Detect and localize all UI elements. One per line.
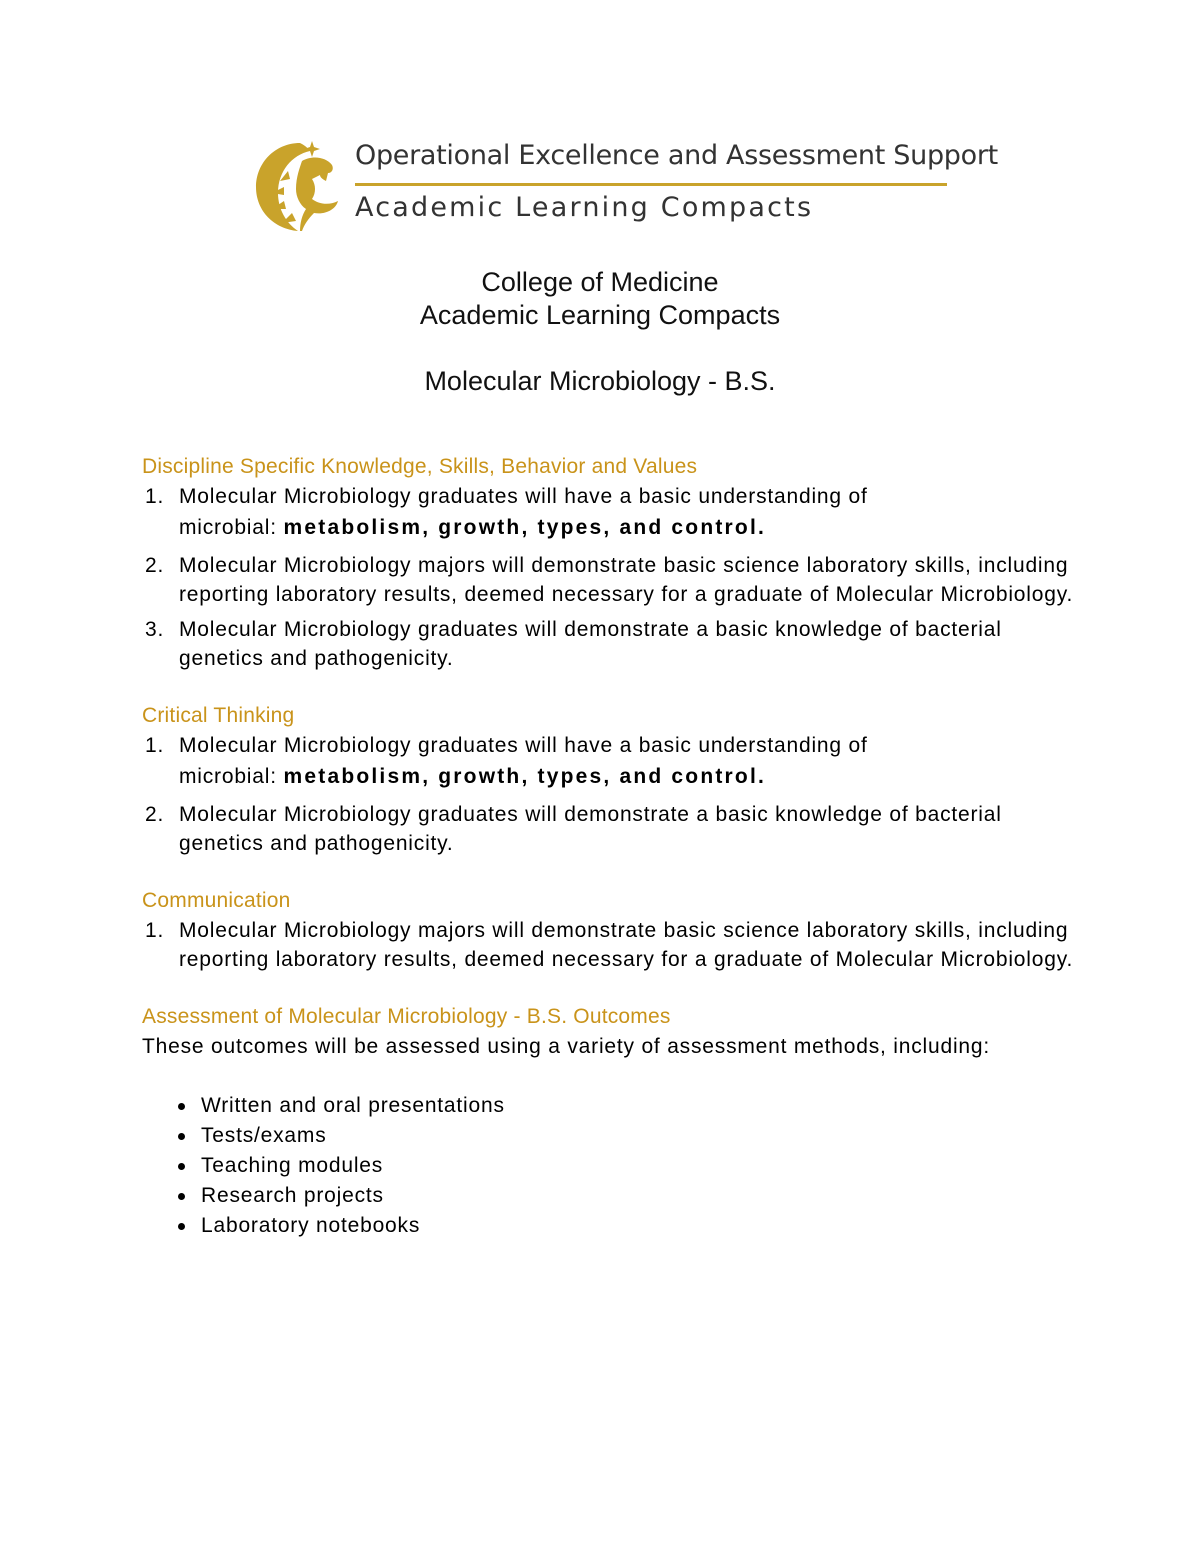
item-emphasis: metabolism, growth, types, and control. xyxy=(283,516,767,539)
outcome-list xyxy=(142,731,1082,858)
bullet-icon xyxy=(178,1133,185,1140)
section-heading: Communication xyxy=(142,889,291,912)
document-body xyxy=(142,452,1082,1241)
item-number: 3. xyxy=(145,618,165,641)
section-discipline-knowledge xyxy=(142,452,1082,673)
outcome-list xyxy=(142,482,1082,673)
method-label: Written and oral presentations xyxy=(201,1094,505,1117)
program-title: Molecular Microbiology - B.S. xyxy=(424,366,776,396)
item-text: Molecular Microbiology majors will demonstrate basic science laboratory skills, including reporting laboratory results, deemed necessary for a graduate of Molecular Microbiology. xyxy=(179,554,1074,606)
item-number: 1. xyxy=(145,485,165,508)
list-item xyxy=(142,1121,1082,1151)
item-text: Molecular Microbiology graduates will demonstrate a basic knowledge of bacterial genetics and pathogenicity. xyxy=(179,803,1002,855)
list-item xyxy=(142,1181,1082,1211)
bullet-icon xyxy=(178,1193,185,1200)
section-communication xyxy=(142,886,1082,974)
method-label: Research projects xyxy=(201,1184,384,1207)
assessment-methods-list xyxy=(142,1091,1082,1241)
pegasus-logo-icon xyxy=(250,135,350,235)
bullet-icon xyxy=(178,1103,185,1110)
item-text: Molecular Microbiology graduates will demonstrate a basic knowledge of bacterial genetics and pathogenicity. xyxy=(179,618,1002,670)
item-prefix: microbial: xyxy=(179,765,284,788)
header-org-name: Operational Excellence and Assessment Support xyxy=(355,140,998,171)
outcome-list xyxy=(142,916,1082,974)
bullet-icon xyxy=(178,1223,185,1230)
section-heading: Assessment of Molecular Microbiology - B.S. Outcomes xyxy=(142,1005,671,1028)
method-label: Tests/exams xyxy=(201,1124,327,1147)
method-label: Teaching modules xyxy=(201,1154,384,1177)
item-text: Molecular Microbiology majors will demonstrate basic science laboratory skills, including reporting laboratory results, deemed necessary for a graduate of Molecular Microbiology. xyxy=(179,919,1074,971)
item-number: 2. xyxy=(145,554,165,577)
list-item xyxy=(142,482,1082,545)
college-title: College of Medicine xyxy=(481,267,719,297)
list-item xyxy=(142,1091,1082,1121)
title-block xyxy=(0,266,1200,398)
list-item xyxy=(142,615,1082,673)
item-text: Molecular Microbiology graduates will have a basic understanding of xyxy=(179,734,868,757)
section-heading: Discipline Specific Knowledge, Skills, Behavior and Values xyxy=(142,455,698,478)
header-divider xyxy=(355,183,947,186)
list-item xyxy=(142,1211,1082,1241)
list-item xyxy=(142,551,1082,609)
header xyxy=(250,130,998,235)
section-assessment xyxy=(142,1002,1082,1241)
item-number: 2. xyxy=(145,803,165,826)
section-critical-thinking xyxy=(142,701,1082,858)
list-item xyxy=(142,1151,1082,1181)
assessment-description: These outcomes will be assessed using a variety of assessment methods, including: xyxy=(142,1035,991,1058)
bullet-icon xyxy=(178,1163,185,1170)
method-label: Laboratory notebooks xyxy=(201,1214,421,1237)
header-subtitle: Academic Learning Compacts xyxy=(355,192,814,223)
item-emphasis: metabolism, growth, types, and control. xyxy=(283,765,767,788)
list-item xyxy=(142,731,1082,794)
compacts-title: Academic Learning Compacts xyxy=(419,300,781,330)
item-text: Molecular Microbiology graduates will have a basic understanding of xyxy=(179,485,868,508)
section-heading: Critical Thinking xyxy=(142,704,295,727)
item-prefix: microbial: xyxy=(179,516,284,539)
list-item xyxy=(142,800,1082,858)
item-number: 1. xyxy=(145,734,165,757)
list-item xyxy=(142,916,1082,974)
item-number: 1. xyxy=(145,919,165,942)
